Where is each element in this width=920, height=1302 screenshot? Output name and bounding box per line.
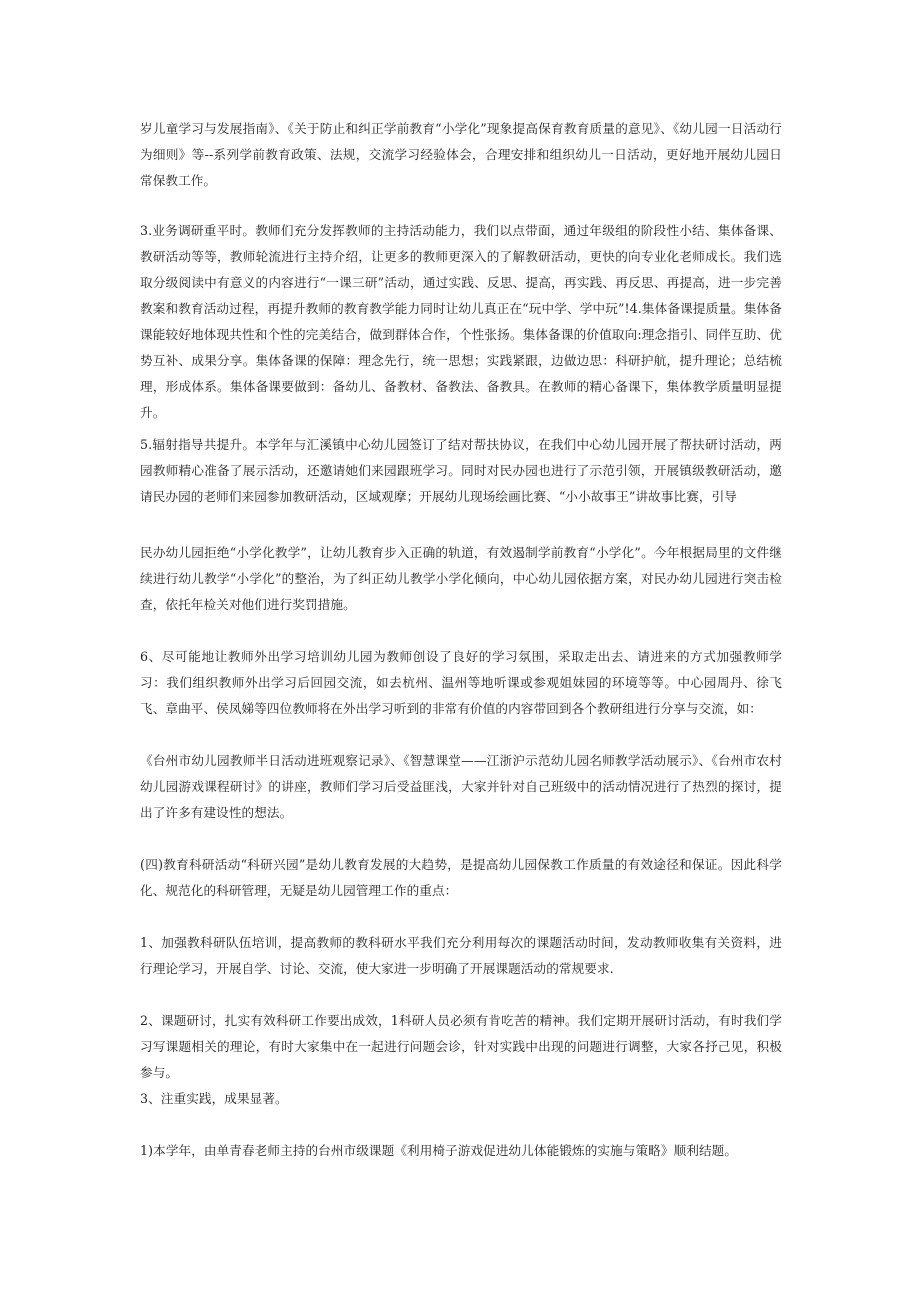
paragraph-7: (四)教育科研活动“科研兴园”是幼儿教育发展的大趋势，是提高幼儿园保教工作质量的有效途径和保证。因此科学化、规范化的科研管理，无疑是幼儿园管理工作的重点： <box>140 857 782 898</box>
paragraph-8: 1、加强教科研队伍培训，提高教师的教科研水平我们充分利用每次的课题活动时间，发动教师收集有关资料，进行理论学习，开展自学、讨论、交流，使大家进一步明确了开展课题活动的常规要求. <box>140 935 782 976</box>
paragraph-2: 3.业务调研重平时。教师们充分发挥教师的主持活动能力，我们以点带面，通过年级组的阶段性小结、集体备课、教研活动等等，教师轮流进行主持介绍，让更多的教师更深入的了解教研活动，更快的向专业化老师成长。我们选取分级阅读中有意义的内容进行“一课三研”活动，通过实践、反思、提高，再实践、再反思、再提高，进一步完善教案和教育活动过程，再提升教师的教育教学能力同时让幼儿真正在“玩中学、学中玩”!4.集体备课提质量。集体备课能较好地体现共性和个性的完美结合，做到群体合作，个性张扬。集体备课的价值取向:理念指引、同伴互助、优势互补、成果分享。集体备课的保障：理念先行，统一思想；实践紧跟，边做边思：科研护航，提升理论；总结梳理，形成体系。集体备课要做到：备幼儿、备教材、备教法、备教具。在教师的精心备课下，集体教学质量明显提升。 <box>140 223 782 420</box>
paragraph-1: 岁儿童学习与发展指南》、《关于防止和纠正学前教育“小学化”现象提高保育教育质量的意见》、《幼儿园一日活动行为细则》等--系列学前教育政策、法规，交流学习经验体会，合理安排和组织幼儿一日活动，更好地开展幼儿园日常保教工作。 <box>140 121 782 188</box>
paragraph-10: 3、注重实践，成果显著。 <box>140 1091 288 1106</box>
paragraph-4: 民办幼儿园拒绝“小学化教学”，让幼儿教育步入正确的轨道，有效遏制学前教育“小学化”。今年根据局里的文件继续进行幼儿教学“小学化”的整治，为了纠正幼儿教学小学化倾向，中心幼儿园依据方案，对民办幼儿园进行突击检查，依托年检关对他们进行奖罚措施。 <box>140 545 782 612</box>
paragraph-11: 1)本学年，由单青春老师主持的台州市级课题《利用椅子游戏促进幼儿体能锻炼的实施与策略》顺利结题。 <box>140 1143 738 1158</box>
paragraph-5: 6、尽可能地让教师外出学习培训幼儿园为教师创设了良好的学习氛围，采取走出去、请进来的方式加强教师学习：我们组织教师外出学习后回园交流，如去杭州、温州等地听课或参观姐妹园的环境等等。中心园周丹、徐飞飞、章曲平、侯凤娣等四位教师将在外出学习听到的非常有价值的内容带回到各个教研组进行分享与交流，如： <box>140 649 782 716</box>
paragraph-3: 5.辐射指导共提升。本学年与汇溪镇中心幼儿园签订了结对帮扶协议，在我们中心幼儿园开展了帮扶研讨活动，两园教师精心准备了展示活动，还邀请她们来园跟班学习。同时对民办园也进行了示范引领，开展镇级教研活动，邀请民办园的老师们来园参加教研活动，区域观摩；开展幼儿现场绘画比赛、“小小故事王”讲故事比赛，引导 <box>140 437 782 504</box>
paragraph-6: 《台州市幼儿园教师半日活动进班观察记录》、《智慧课堂——江浙沪示范幼儿园名师教学活动展示》、《台州市农村幼儿园游戏课程研讨》的讲座，教师们学习后受益匪浅，大家并针对自己班级中的活动情况进行了热烈的探讨，提出了许多有建设性的想法。 <box>140 753 782 820</box>
paragraph-9: 2、课题研讨，扎实有效科研工作要出成效，1科研人员必须有肯吃苦的精神。我们定期开展研讨活动，有时我们学习写课题相关的理论，有时大家集中在一起进行问题会诊，针对实践中出现的问题进行调整，大家各抒己见，积极参与。 <box>140 1013 782 1080</box>
